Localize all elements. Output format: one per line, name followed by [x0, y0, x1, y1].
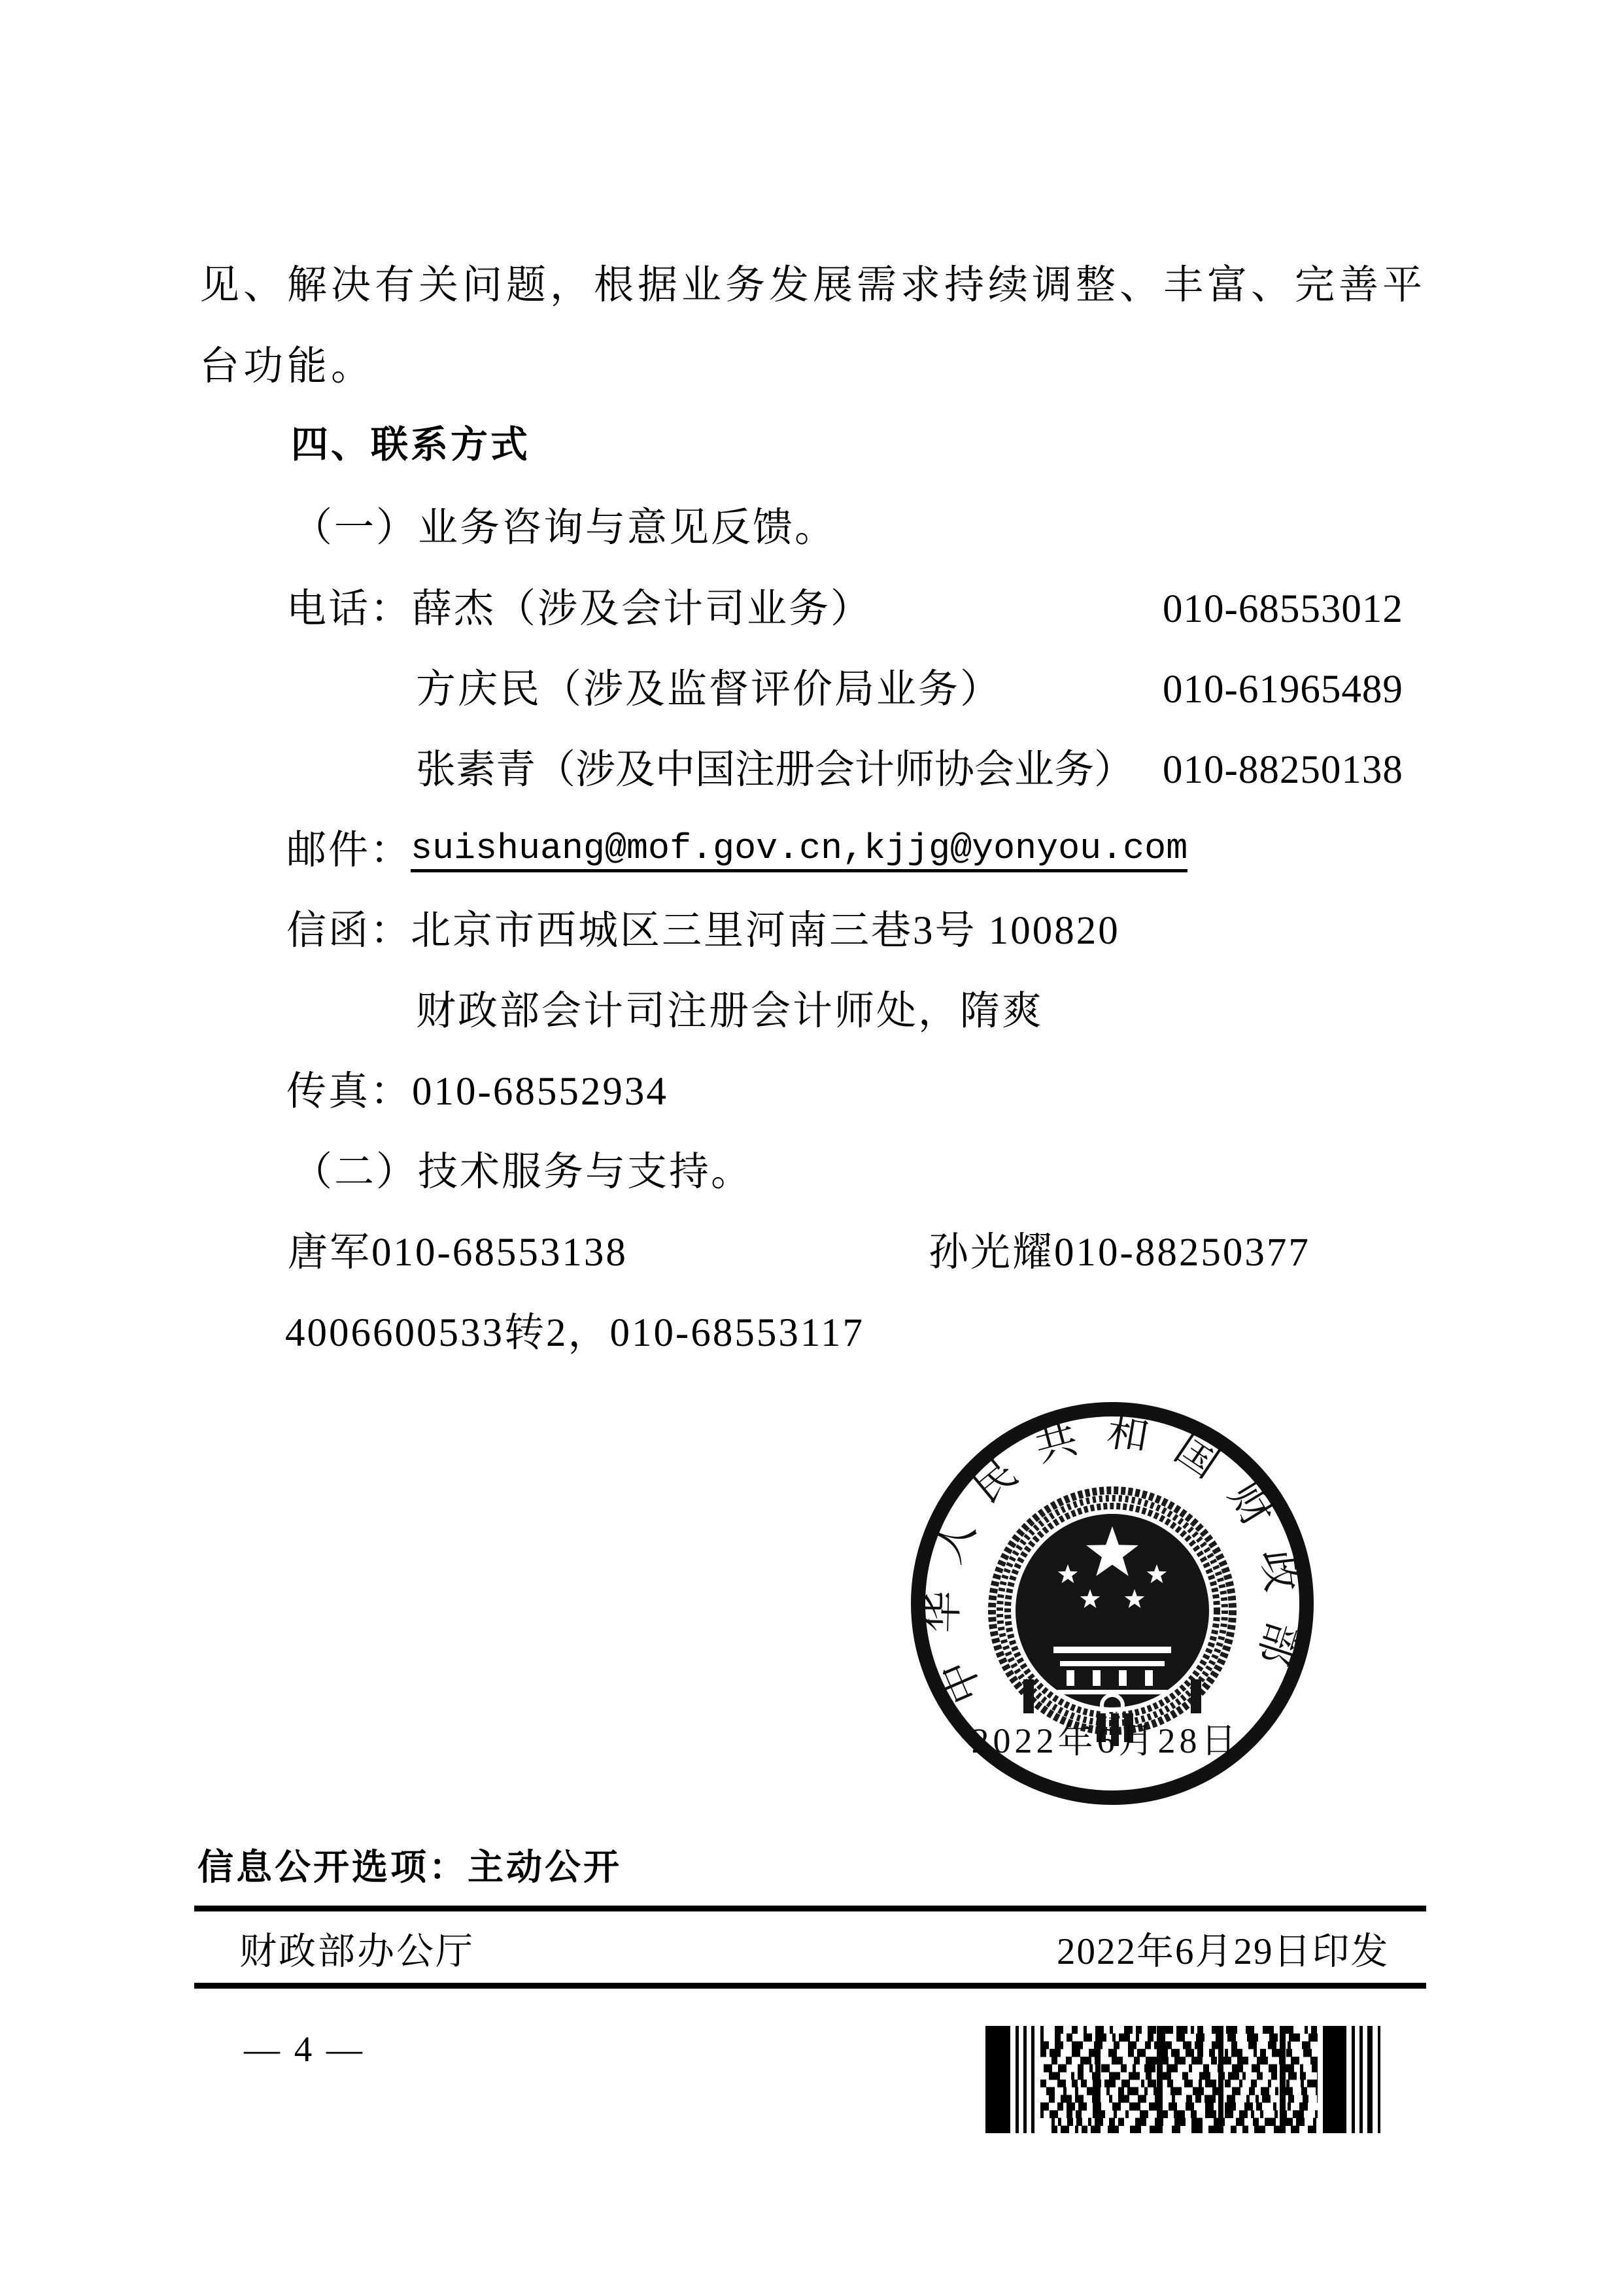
phone-contact-name: 方庆民（涉及监督评价局业务）: [416, 668, 1002, 711]
official-seal: [900, 1392, 1324, 1815]
phone-number: 010-88250138: [1163, 748, 1403, 792]
paragraph-line: 见、解决有关问题，根据业务发展需求持续调整、丰富、完善平: [199, 264, 1427, 307]
section-heading: 四、联系方式: [291, 424, 530, 466]
ribbon-icon: [1023, 1679, 1034, 1713]
tiananmen-roof-icon: [1053, 1647, 1171, 1653]
fax-line: 传真：010-68552934: [286, 1070, 668, 1114]
paragraph-line: 台功能。: [199, 345, 375, 388]
phone-contact-name: 张素青（涉及中国注册会计师协会业务）: [416, 748, 1135, 792]
disclosure-note: 信息公开选项：主动公开: [197, 1847, 623, 1887]
address-line: 北京市西城区三里河南三巷3号 100820: [411, 909, 1120, 953]
subsection-heading: （二）技术服务与支持。: [292, 1150, 753, 1194]
email-label: 邮件：: [286, 829, 413, 872]
tiananmen-column-icon: [1145, 1670, 1153, 1686]
phone-label-name: 电话：薛杰（涉及会计司业务）: [286, 587, 873, 631]
tiananmen-column-icon: [1067, 1670, 1074, 1686]
letter-label: 信函：: [286, 909, 413, 953]
tiananmen-column-icon: [1093, 1670, 1101, 1686]
seal-date: 2022年6月28日: [971, 1721, 1240, 1760]
address-line: 财政部会计司注册会计师处，隋爽: [416, 989, 1044, 1033]
ribbon-icon: [1191, 1679, 1201, 1713]
print-date: 2022年6月29日印发: [1057, 1931, 1390, 1972]
barcode-graphic: [985, 2026, 1390, 2133]
phone-number: 010-61965489: [1163, 668, 1403, 711]
phone-row: [0, 670, 1623, 715]
phone-number: 010-68553012: [1163, 587, 1403, 631]
tech-contact: 孙光耀010-88250377: [929, 1231, 1310, 1275]
page-number: — 4 —: [244, 2029, 365, 2069]
barcode: [985, 2026, 1390, 2133]
address-row: [0, 911, 1623, 957]
tiananmen-column-icon: [1119, 1670, 1127, 1686]
issuer-office: 财政部办公厅: [239, 1931, 475, 1972]
issuer-row: [0, 1933, 1623, 1979]
tiananmen-roof-icon: [1060, 1661, 1165, 1666]
email-address: suishuang@mof.gov.cn,kjjg@yonyou.com: [411, 831, 1187, 872]
seal-graphic: [900, 1392, 1324, 1815]
seal-ring-text: 中华人民共和国财政部: [918, 1407, 1308, 1711]
tech-hotline: 4006600533转2，010-68553117: [285, 1311, 865, 1355]
footer-rule: [194, 1983, 1426, 1989]
phone-row: [0, 750, 1623, 796]
tech-support-row: [0, 1233, 1623, 1278]
tech-contact: 唐军010-68553138: [288, 1231, 628, 1275]
email-row: [0, 828, 1623, 876]
subsection-heading: （一）业务咨询与意见反馈。: [292, 506, 837, 550]
phone-row: [0, 589, 1623, 635]
footer-rule: [194, 1906, 1426, 1911]
